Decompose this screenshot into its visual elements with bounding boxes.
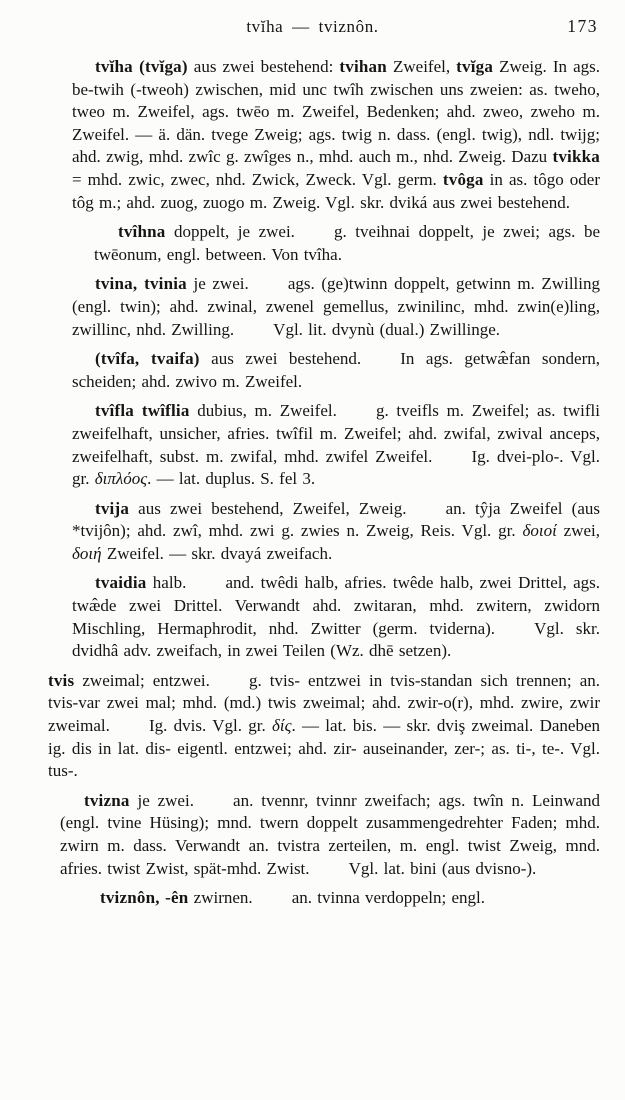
text-run: zweimal; entzwei.: [74, 670, 210, 690]
entry-tvihna: [94, 221, 600, 266]
bold-text: tvina, tvinia: [95, 274, 187, 294]
entry-tvina: [72, 273, 600, 341]
text-run: dubius, m. Zweifel.: [189, 401, 337, 421]
text-run: In ags. getwæ̂fan sondern, scheiden; ahd. zwivo m. Zweifel.: [72, 349, 600, 391]
entry-tvifla: [72, 400, 600, 490]
entry-tvaidia: [72, 572, 600, 662]
text-run: g. tveifls m. Zweifel; as. twifli zweifelhaft, unsicher, afries. twîfil m. Zweifel; ahd. zwifal, zwival anceps, zweifelhaft, subst. m. zwifal, mhd. zwifel Zweifel.: [72, 401, 601, 466]
text-run: je zwei.: [129, 790, 194, 810]
text-run: Ig. dvei-plo-. Vgl. gr.: [72, 446, 600, 489]
text-run: = mhd. zwic, zwec, nhd. Zwick, Zweck. Vgl. germ.: [72, 169, 443, 189]
bold-text: tvihan: [339, 57, 387, 76]
running-header: tvĭha — tviznôn.: [246, 17, 379, 36]
text-run: je zwei.: [186, 274, 249, 294]
italic-text: δοιή: [72, 543, 102, 563]
bold-text: tvaidia: [95, 573, 147, 593]
text-run: zwirnen.: [188, 888, 253, 908]
bold-text: tvĭha (tvĭga): [95, 57, 188, 76]
text-run: halb.: [146, 573, 187, 593]
text-run: Zweig. In ags. be-twih (-tweoh) zwischen, mid unc twîh zwischen uns zweien: as. tweho, tweo m. Zweifel, ags. twēo m. Zweifel, Bedenken; ahd. zweo, zweho m. Zweifel. — ä. dän. tvege Zweig; ags. twig n. dass. (engl. twig), ndl. twijg; ahd. zwig, mhd. zwîc g. zwîges n., mhd. auch m., nhd. Zweig. Dazu: [72, 57, 600, 167]
entry-tvis: [48, 670, 600, 783]
text-run: an. tvinna verdoppeln; engl.: [291, 888, 486, 908]
text-run: g. tvis- entzwei in tvis-standan sich trennen; an. tvis-var zwei mal; mhd. (md.) twis zweimal; ahd. zwir-o(r), mhd. zwire, zwir zweimal.: [48, 670, 600, 736]
text-run: . — lat. bis. — skr. dviş zweimal. Daneben ig. dis in lat. dis- eigentl. entzwei; ahd. zir- auseinander, zer-; as. ti-, te-. Vgl. tus-.: [48, 716, 600, 781]
bold-text: tvĭga: [456, 57, 494, 76]
text-run: Zweifel,: [386, 57, 457, 76]
page-body: [48, 56, 600, 917]
italic-text: δίς: [271, 716, 292, 736]
text-run: an. tŷja Zweifel (aus *tvijôn); ahd. zwî, mhd. zwi g. zwies n. Zweig, Reis. Vgl. gr.: [72, 498, 600, 541]
bold-text: tvija: [95, 498, 130, 518]
bold-text: tvikka: [552, 147, 600, 167]
italic-text: δοιοί: [522, 521, 557, 541]
entry-tviznon: [60, 887, 600, 910]
text-run: an. tvennr, tvinnr zweifach; ags. twîn n. Leinwand (engl. tvine Hüsing); mnd. twern doppelt zusammengedrehter Faden; mhd. zwirn m. dass. Verwandt an. tvistra zerteilen, m. engl. twist Zweig, mnd. afries. twist Zwist, spät-mhd. Zwist.: [60, 790, 600, 878]
text-run: Zweifel. — skr. dvayá zweifach.: [101, 543, 333, 563]
text-run: aus zwei bestehend.: [199, 349, 362, 369]
entry-tvifa: [72, 348, 600, 393]
entry-tvija: [72, 498, 600, 566]
text-run: and. twêdi halb, afries. twêde halb, zwei Drittel, ags. twæ̂de zwei Drittel. Verwandt ahd. zwitaran, mhd. zwitern, zwidorn Mischling, Hermaphrodit, nhd. Zwitter (germ. tviderna).: [72, 573, 600, 638]
text-run: . — lat. duplus. S. fel 3.: [147, 469, 316, 489]
text-run: aus zwei bestehend, Zweifel, Zweig.: [129, 498, 407, 518]
text-run: doppelt, je zwei.: [165, 222, 295, 242]
bold-text: tviznôn, -ên: [100, 888, 189, 908]
italic-text: διπλόος: [94, 469, 148, 489]
text-run: aus zwei bestehend:: [187, 57, 340, 76]
text-run: in as. tôgo oder tôg m.; ahd. zuog, zuogo m. Zweig. Vgl. skr. dviká aus zwei bestehend.: [72, 169, 600, 212]
text-run: Vgl. lit. dvynù (dual.) Zwillinge.: [273, 319, 501, 339]
text-run: Vgl. lat. bini (aus dvisno-).: [348, 858, 537, 878]
text-run: ags. (ge)twinn doppelt, getwinn m. Zwilling (engl. twin); ahd. zwinal, zwenel gemellus, zwinilinc, mhd. zwin(e)ling, zwillinc, nhd. Zwilling.: [72, 274, 600, 339]
text-run: Ig. dvis. Vgl. gr.: [148, 716, 272, 736]
entry-tviha: [72, 56, 600, 214]
page-number: 173: [567, 16, 598, 36]
bold-text: tvizna: [84, 790, 130, 810]
text-run: g. tveihnai doppelt, je zwei; ags. be twēonum, engl. between. Von tvîha.: [94, 222, 600, 264]
entry-tvizna: [60, 790, 600, 880]
text-run: zwei,: [556, 521, 600, 541]
text-run: Vgl. skr. dvidhâ adv. zweifach, in zwei Teilen (Wz. dhē setzen).: [72, 618, 600, 661]
bold-text: tvîhna: [118, 222, 166, 242]
bold-text: (tvîfa, tvaifa): [95, 349, 200, 369]
bold-text: tvôga: [442, 169, 484, 189]
bold-text: tvis: [48, 670, 75, 690]
bold-text: tvîfla twîflia: [95, 401, 190, 421]
